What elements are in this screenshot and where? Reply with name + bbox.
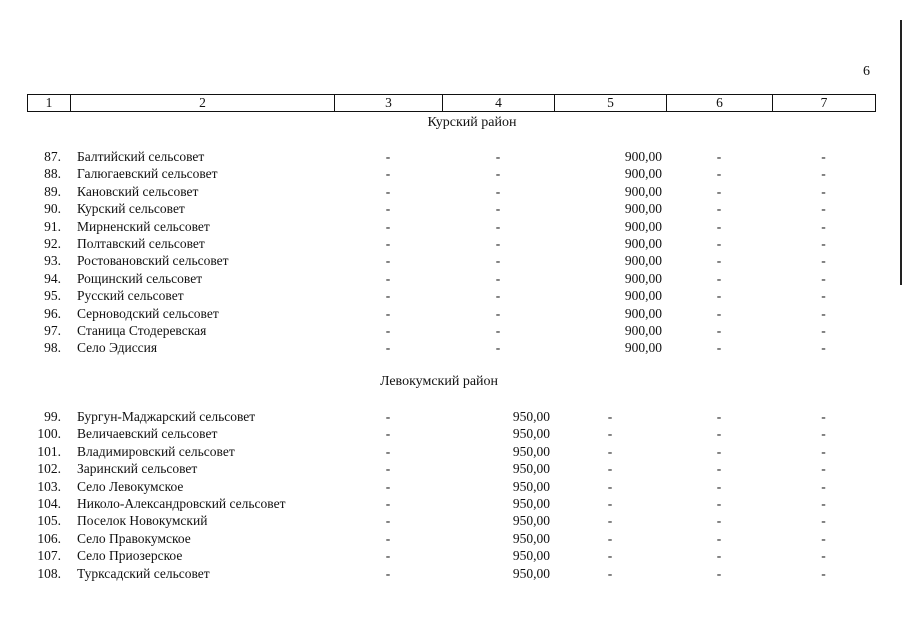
cell-col-6: - <box>716 409 722 424</box>
settlement-name: Величаевский сельсовет <box>77 426 218 442</box>
table-row <box>0 530 905 547</box>
cell-col-5: - <box>607 426 613 442</box>
cell-col-3: - <box>385 443 391 459</box>
cell-col-3: - <box>385 461 391 477</box>
cell-col-7: - <box>821 496 826 511</box>
cell-col-7: - <box>821 513 826 529</box>
cell-col-5: 900,00 <box>624 340 662 356</box>
cell-col-3: - <box>385 270 391 286</box>
cell-col-3: - <box>385 548 391 564</box>
row-number: 95. <box>44 288 61 304</box>
cell-col-6: - <box>716 548 722 564</box>
settlement-name: Балтийский сельсовет <box>77 149 205 164</box>
cell-col-7: - <box>821 443 826 459</box>
section-title-kursky: Курский район <box>427 115 517 130</box>
cell-col-7: - <box>821 166 826 182</box>
cell-col-5: 900,00 <box>624 270 662 286</box>
cell-col-3: - <box>385 323 391 338</box>
row-number: 91. <box>44 218 61 234</box>
cell-col-4: 950,00 <box>512 426 550 442</box>
settlement-name: Ростовановский сельсовет <box>77 253 229 269</box>
cell-col-7: - <box>821 253 826 269</box>
cell-col-5: 900,00 <box>624 288 662 304</box>
row-number: 93. <box>44 253 61 269</box>
settlement-name: Турксадский сельсовет <box>77 565 210 581</box>
cell-col-5: - <box>607 461 613 477</box>
cell-col-3: - <box>385 496 391 511</box>
cell-col-4: 950,00 <box>512 443 550 459</box>
cell-col-6: - <box>716 236 722 251</box>
cell-col-3: - <box>385 305 391 321</box>
cell-col-4: - <box>495 183 501 199</box>
cell-col-3: - <box>385 201 391 217</box>
cell-col-5: 900,00 <box>624 218 662 234</box>
cell-col-4: 950,00 <box>512 548 550 564</box>
table-row <box>0 165 905 182</box>
cell-col-3: - <box>385 340 391 356</box>
table-row <box>0 148 905 165</box>
cell-col-4: - <box>495 340 501 356</box>
row-number: 107. <box>37 548 61 564</box>
cell-col-3: - <box>385 288 391 304</box>
cell-col-3: - <box>385 253 391 269</box>
cell-col-6: - <box>716 461 722 477</box>
table-row <box>0 287 905 304</box>
settlement-name: Русский сельсовет <box>77 288 184 304</box>
cell-col-5: - <box>607 530 613 546</box>
section-title-levokumsky: Левокумский район <box>379 374 499 389</box>
cell-col-5: - <box>607 443 613 459</box>
cell-col-5: 900,00 <box>624 166 662 182</box>
cell-col-4: 950,00 <box>512 496 550 511</box>
cell-col-6: - <box>716 323 722 338</box>
cell-col-7: - <box>821 548 826 564</box>
column-header: 4 <box>443 95 555 112</box>
cell-col-5: - <box>607 565 613 581</box>
column-header: 6 <box>667 95 773 112</box>
cell-col-5: 900,00 <box>624 183 662 199</box>
settlement-name: Станица Стодеревская <box>77 323 207 338</box>
settlement-name: Заринский сельсовет <box>77 461 198 477</box>
row-number: 104. <box>37 496 61 511</box>
cell-col-5: - <box>607 496 613 511</box>
cell-col-7: - <box>821 530 826 546</box>
cell-col-7: - <box>821 461 826 477</box>
cell-col-5: 900,00 <box>624 236 662 251</box>
settlement-name: Полтавский сельсовет <box>77 236 205 251</box>
cell-col-7: - <box>821 183 826 199</box>
cell-col-7: - <box>821 565 826 581</box>
table-row <box>0 565 905 582</box>
cell-col-6: - <box>716 253 722 269</box>
cell-col-7: - <box>821 323 826 338</box>
cell-col-6: - <box>716 426 722 442</box>
cell-col-7: - <box>821 288 826 304</box>
cell-col-6: - <box>716 496 722 511</box>
cell-col-6: - <box>716 305 722 321</box>
column-header: 7 <box>773 95 876 112</box>
cell-col-7: - <box>821 149 826 164</box>
cell-col-4: - <box>495 270 501 286</box>
cell-col-3: - <box>385 409 391 424</box>
settlement-name: Поселок Новокумский <box>77 513 208 529</box>
cell-col-6: - <box>716 530 722 546</box>
cell-col-7: - <box>821 201 826 217</box>
cell-col-6: - <box>716 149 722 164</box>
cell-col-4: - <box>495 253 501 269</box>
cell-col-4: - <box>495 236 501 251</box>
settlement-name: Галюгаевский сельсовет <box>77 166 218 182</box>
cell-col-3: - <box>385 236 391 251</box>
cell-col-5: - <box>607 478 613 494</box>
row-number: 108. <box>37 565 61 581</box>
cell-col-4: - <box>495 201 501 217</box>
row-number: 100. <box>37 426 61 442</box>
row-number: 98. <box>44 340 61 356</box>
cell-col-4: - <box>495 323 501 338</box>
cell-col-4: - <box>495 288 501 304</box>
column-header: 2 <box>71 95 335 112</box>
settlement-name: Село Приозерское <box>77 548 183 564</box>
settlement-name: Кановский сельсовет <box>77 183 199 199</box>
cell-col-4: 950,00 <box>512 478 550 494</box>
row-number: 92. <box>44 236 61 251</box>
cell-col-4: 950,00 <box>512 530 550 546</box>
table-row <box>0 305 905 322</box>
cell-col-7: - <box>821 340 826 356</box>
table-row <box>0 512 905 529</box>
table-row <box>0 443 905 460</box>
cell-col-6: - <box>716 201 722 217</box>
column-header: 1 <box>28 95 71 112</box>
table-row <box>0 460 905 477</box>
row-number: 87. <box>44 149 61 164</box>
table-row <box>0 547 905 564</box>
cell-col-5: 900,00 <box>624 253 662 269</box>
cell-col-6: - <box>716 270 722 286</box>
cell-col-3: - <box>385 513 391 529</box>
cell-col-7: - <box>821 218 826 234</box>
table-row <box>0 270 905 287</box>
table-row <box>0 322 905 339</box>
cell-col-5: - <box>607 409 613 424</box>
cell-col-4: 950,00 <box>512 409 550 424</box>
cell-col-4: - <box>495 305 501 321</box>
row-number: 103. <box>37 478 61 494</box>
cell-col-7: - <box>821 426 826 442</box>
cell-col-5: 900,00 <box>624 149 662 164</box>
row-number: 88. <box>44 166 61 182</box>
cell-col-4: 950,00 <box>512 565 550 581</box>
cell-col-4: 950,00 <box>512 461 550 477</box>
cell-col-6: - <box>716 340 722 356</box>
settlement-name: Село Правокумское <box>77 530 191 546</box>
cell-col-5: - <box>607 513 613 529</box>
cell-col-5: 900,00 <box>624 323 662 338</box>
table-row <box>0 478 905 495</box>
cell-col-5: 900,00 <box>624 305 662 321</box>
cell-col-6: - <box>716 288 722 304</box>
row-number: 99. <box>44 409 61 424</box>
column-header-row <box>28 95 876 112</box>
column-header: 3 <box>335 95 443 112</box>
table-row <box>0 218 905 235</box>
cell-col-6: - <box>716 218 722 234</box>
row-number: 96. <box>44 305 61 321</box>
table-row <box>0 425 905 442</box>
page-number: 6 <box>863 64 870 79</box>
cell-col-4: - <box>495 166 501 182</box>
table-row <box>0 183 905 200</box>
cell-col-7: - <box>821 409 826 424</box>
cell-col-6: - <box>716 183 722 199</box>
column-header: 5 <box>555 95 667 112</box>
table-row <box>0 235 905 252</box>
settlement-name: Серноводский сельсовет <box>77 305 219 321</box>
row-number: 90. <box>44 201 61 217</box>
cell-col-5: 900,00 <box>624 201 662 217</box>
settlement-name: Николо-Александровский сельсовет <box>77 496 286 511</box>
row-number: 106. <box>37 530 61 546</box>
table-row <box>0 339 905 356</box>
table-row <box>0 408 905 425</box>
cell-col-3: - <box>385 426 391 442</box>
cell-col-4: - <box>495 218 501 234</box>
cell-col-3: - <box>385 149 391 164</box>
table-row <box>0 200 905 217</box>
column-header-table <box>27 94 876 112</box>
cell-col-6: - <box>716 443 722 459</box>
cell-col-3: - <box>385 166 391 182</box>
cell-col-6: - <box>716 513 722 529</box>
row-number: 101. <box>37 443 61 459</box>
row-number: 94. <box>44 270 61 286</box>
cell-col-5: - <box>607 548 613 564</box>
settlement-name: Мирненский сельсовет <box>77 218 210 234</box>
cell-col-3: - <box>385 530 391 546</box>
settlement-name: Владимировский сельсовет <box>77 443 235 459</box>
cell-col-7: - <box>821 236 826 251</box>
cell-col-7: - <box>821 478 826 494</box>
cell-col-6: - <box>716 166 722 182</box>
cell-col-7: - <box>821 270 826 286</box>
settlement-name: Курский сельсовет <box>77 201 185 217</box>
cell-col-3: - <box>385 218 391 234</box>
cell-col-3: - <box>385 565 391 581</box>
settlement-name: Село Эдиссия <box>77 340 158 356</box>
cell-col-4: - <box>495 149 501 164</box>
cell-col-6: - <box>716 478 722 494</box>
cell-col-6: - <box>716 565 722 581</box>
cell-col-3: - <box>385 478 391 494</box>
cell-col-3: - <box>385 183 391 199</box>
row-number: 97. <box>44 323 61 338</box>
settlement-name: Рощинский сельсовет <box>77 270 203 286</box>
cell-col-7: - <box>821 305 826 321</box>
cell-col-4: 950,00 <box>512 513 550 529</box>
table-row <box>0 252 905 269</box>
row-number: 105. <box>37 513 61 529</box>
row-number: 102. <box>37 461 61 477</box>
settlement-name: Село Левокумское <box>77 478 184 494</box>
row-number: 89. <box>44 183 61 199</box>
settlement-name: Бургун-Маджарский сельсовет <box>77 409 256 424</box>
table-row <box>0 495 905 512</box>
